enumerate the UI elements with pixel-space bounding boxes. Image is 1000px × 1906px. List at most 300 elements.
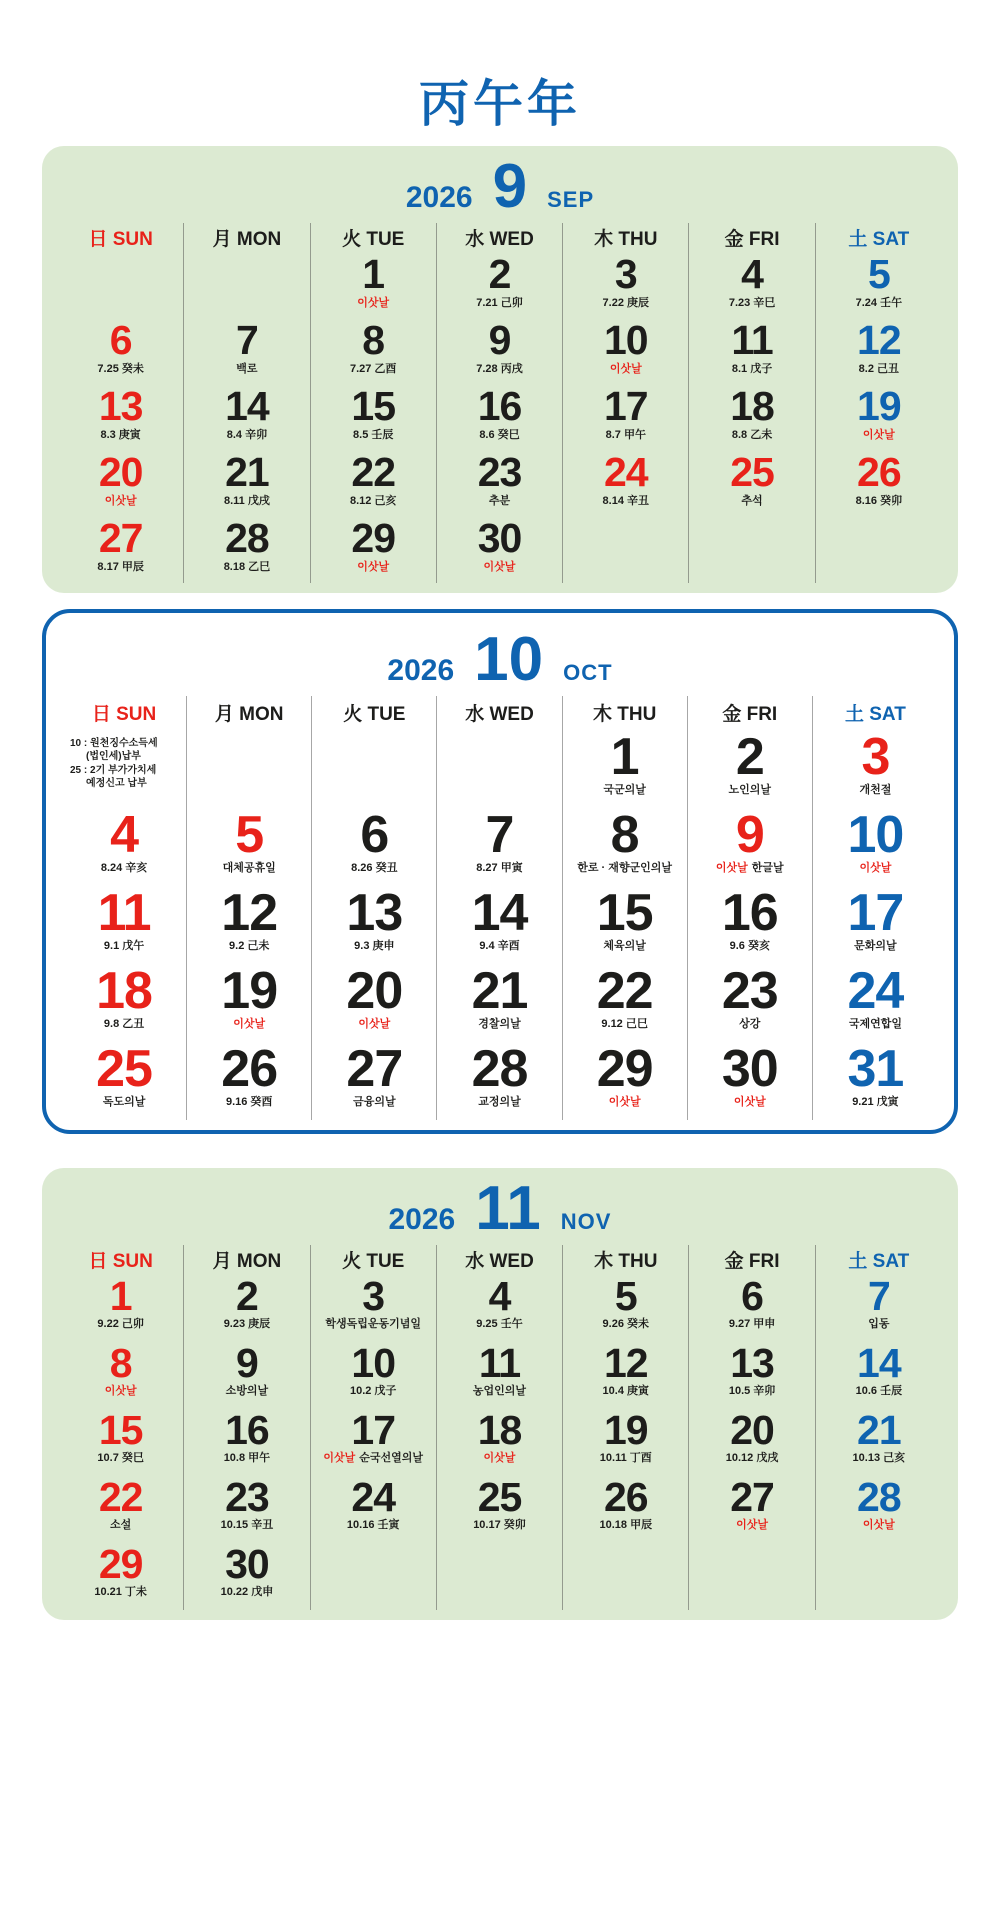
date-cell [689,1272,815,1342]
day-number: 11 [478,1339,521,1386]
day-number: 12 [603,1339,648,1386]
sublabel-segment: 9.1 戊午 [103,939,145,952]
sublabel-segment: 이삿날 [233,1017,266,1030]
day-number: 14 [471,883,528,942]
day-number: 3 [614,250,637,297]
sublabel-segment: 9.12 己巳 [601,1017,648,1030]
date-cell [312,805,437,886]
day-number: 22 [98,1473,143,1520]
day-number: 2 [236,1272,258,1319]
day-sublabel [311,1452,436,1464]
date-cell [58,1406,184,1476]
day-header: 火 TUE [312,696,437,730]
day-number: 5 [614,1272,637,1319]
day-header: 水 WED [437,223,563,253]
date-cell [563,1272,689,1342]
sublabel-segment: 8.7 甲午 [605,428,646,441]
day-number: 2 [735,727,764,786]
sublabel-segment: 독도의날 [102,1095,146,1108]
date-cell [689,382,815,451]
day-number: 22 [596,961,653,1020]
date-cell [563,382,689,451]
date-cell [311,382,437,451]
day-sublabel [563,1318,688,1330]
day-number: 7 [236,316,258,363]
sublabel-segment: 9.23 庚辰 [223,1318,271,1331]
sublabel-segment: 9.4 辛酉 [479,939,520,952]
month-year: 2026 [405,181,473,214]
date-cell [58,514,184,583]
day-number: 9 [735,805,764,864]
date-cell [184,1339,310,1409]
day-number: 24 [847,961,904,1020]
day-sublabel [184,495,309,507]
sublabel-segment: 7.28 丙戌 [476,362,523,375]
sublabel-segment: 상강 [739,1017,761,1030]
date-cell [563,1339,689,1409]
day-sublabel [184,561,309,573]
day-sublabel [816,495,942,507]
day-number: 6 [360,805,389,864]
day-number: 19 [603,1406,648,1453]
sublabel-segment: 8.6 癸巳 [479,428,520,441]
day-number: 18 [730,382,774,429]
day-sublabel [437,429,562,441]
day-sublabel [184,363,309,375]
date-cell [563,1406,689,1476]
day-number: 8 [109,1339,132,1386]
day-sublabel [563,1519,688,1531]
day-header: 木 THU [563,1245,689,1275]
day-sublabel [813,1096,938,1108]
month-year: 2026 [387,653,455,687]
day-number: 16 [477,382,522,429]
day-sublabel [813,784,938,796]
day-number: 28 [225,514,269,561]
day-sublabel [816,363,942,375]
day-sublabel [563,862,687,874]
sublabel-segment: 8.18 乙巳 [223,560,271,573]
note-line: 10 : 원천징수소득세 [70,737,158,749]
day-header: 水 WED [437,1245,563,1275]
day-number: 25 [96,1039,152,1098]
day-header: 土 SAT [844,704,906,726]
empty-cell [58,253,184,319]
month-panel-september [42,146,958,593]
day-sublabel [437,1385,562,1397]
day-sublabel [311,1519,436,1531]
sublabel-segment: 국군의날 [603,783,646,796]
date-cell [563,961,688,1042]
day-number: 6 [109,316,132,363]
day-number: 26 [857,448,901,495]
date-cell [437,316,563,385]
month-number: 10 [474,624,544,694]
day-number: 20 [346,961,403,1020]
sublabel-segment: 8.8 乙未 [731,428,773,441]
date-cell [563,448,689,517]
sublabel-segment: 추분 [488,494,511,507]
day-number: 25 [730,448,774,495]
day-number: 15 [596,883,653,942]
sublabel-segment: 9.21 戊寅 [852,1095,899,1108]
date-cell [563,805,688,886]
sublabel-segment: 소설 [110,1519,132,1532]
sublabel-segment: 교정의날 [478,1095,521,1108]
date-cell [563,883,688,964]
day-sublabel [311,495,436,507]
day-number: 10 [351,1339,395,1386]
sublabel-segment: 10.11 丁酉 [599,1452,652,1465]
day-sublabel [689,1519,814,1531]
day-header: 火 TUE [311,1245,437,1275]
day-number: 27 [346,1039,403,1098]
day-sublabel [563,1385,688,1397]
day-number: 5 [235,805,264,864]
day-sublabel [816,1452,942,1464]
day-sublabel [311,561,436,573]
day-sublabel [816,1519,942,1531]
day-number: 1 [362,250,385,297]
date-cell [311,316,437,385]
day-number: 20 [730,1406,774,1453]
day-header: 金 FRI [689,1245,815,1275]
date-cell [311,1339,437,1409]
day-number: 8 [362,316,385,363]
sublabel-segment: 학생독립운동기념일 [325,1318,422,1331]
day-number: 27 [730,1473,774,1520]
date-cell [437,250,563,319]
day-header: 月 MON [184,223,310,253]
day-sublabel [563,363,688,375]
day-sublabel [813,1018,938,1030]
day-sublabel [816,1318,942,1330]
day-sublabel [437,363,562,375]
sublabel-segment: 이삿날 [862,1519,895,1532]
day-sublabel [689,495,814,507]
sublabel-segment: 10.16 壬寅 [346,1519,400,1532]
sublabel-segment: 9.26 癸未 [602,1318,650,1331]
day-number: 31 [847,1039,904,1098]
day-sublabel [311,297,436,309]
day-sublabel [563,429,688,441]
day-number: 23 [721,961,778,1020]
day-number: 23 [477,448,522,495]
day-header: 月 MON [184,1245,310,1275]
day-number: 28 [857,1473,901,1520]
sublabel-segment: 추석 [741,494,763,507]
day-number: 19 [857,382,901,429]
date-cell [187,1039,312,1120]
date-cell [563,316,689,385]
day-number: 13 [98,382,143,429]
sublabel-segment: 순국선열의날 [359,1452,424,1465]
day-sublabel [312,1096,436,1108]
sublabel-segment: 7.21 己卯 [476,296,523,309]
day-sublabel [437,1519,562,1531]
date-cell [58,316,184,385]
sublabel-segment: 9.6 癸亥 [729,939,770,952]
sublabel-segment: 8.14 辛丑 [602,494,650,507]
date-cell [187,805,312,886]
date-cell [689,250,815,319]
sublabel-segment: 이삿날 [736,1519,768,1532]
month-panel-october [42,609,958,1134]
day-header: 金 FRI [689,223,815,253]
day-number: 24 [351,1473,395,1520]
sublabel-segment: 이삿날 [104,494,137,507]
day-sublabel [58,1452,183,1464]
day-number: 25 [477,1473,522,1520]
date-cell [437,1039,562,1120]
date-cell [58,1339,184,1409]
day-sublabel [563,940,687,952]
date-cell [563,250,689,319]
day-number: 7 [867,1272,890,1319]
sublabel-segment: 8.4 辛卯 [226,428,268,441]
date-cell [816,1473,942,1543]
day-number: 30 [721,1039,778,1098]
date-cell [813,883,938,964]
day-sublabel [437,1018,561,1030]
day-number: 1 [109,1272,132,1319]
date-cell [184,1406,310,1476]
day-number: 29 [351,514,395,561]
sublabel-segment: 이삿날 [483,1452,516,1465]
note-line: (법인세)납부 [86,751,141,763]
day-sublabel [311,1385,436,1397]
empty-cell [184,253,310,319]
day-number: 14 [857,1339,901,1386]
sublabel-segment: 문화의날 [854,939,897,952]
date-cell [62,805,187,886]
day-header: 金 FRI [688,696,813,730]
sublabel-segment: 7.24 壬午 [855,296,903,309]
date-cell [437,1272,563,1342]
tax-note [62,730,187,808]
date-cell [816,316,942,385]
day-number: 10 [847,805,904,864]
sublabel-segment: 이삿날 [323,1452,356,1465]
sublabel-segment: 9.8 乙丑 [103,1017,145,1030]
month-header-november [42,1174,958,1241]
sublabel-segment: 이삿날 [715,861,748,874]
day-sublabel [184,1385,309,1397]
sublabel-segment: 8.12 己亥 [349,494,397,507]
sublabel-segment: 10.13 己亥 [852,1452,906,1465]
date-cell [813,1039,938,1120]
note-line: 예정신고 납부 [86,778,147,790]
day-number: 6 [741,1272,763,1319]
month-header-october [46,625,954,692]
date-cell [816,1272,942,1342]
day-sublabel [437,561,562,573]
day-sublabel [689,1385,814,1397]
date-cell [58,1272,184,1342]
month-panel-november [42,1168,958,1620]
empty-cell [311,1543,437,1610]
date-cell [437,961,562,1042]
day-number: 4 [110,805,139,864]
date-cell [58,1473,184,1543]
month-grid-0 [58,223,942,583]
day-number: 12 [857,316,901,363]
day-number: 11 [731,316,773,363]
page-title: 丙午年 [419,76,581,132]
date-cell [816,250,942,319]
day-number: 13 [730,1339,774,1386]
date-cell [311,1473,437,1543]
date-cell [689,448,815,517]
sublabel-segment: 9.3 庚申 [354,939,395,952]
sublabel-segment: 8.16 癸卯 [855,494,903,507]
sublabel-segment: 10.6 壬辰 [855,1385,903,1398]
date-cell [689,1406,815,1476]
day-number: 7 [485,805,514,864]
sublabel-segment: 이삿날 [483,560,516,573]
sublabel-segment: 8.2 己丑 [858,362,900,375]
day-number: 17 [603,382,648,429]
day-sublabel [437,940,561,952]
day-sublabel [563,297,688,309]
date-cell [689,316,815,385]
date-cell [563,1473,689,1543]
date-cell [816,1406,942,1476]
day-number: 21 [857,1406,901,1453]
day-sublabel [437,862,561,874]
sublabel-segment: 국제연합일 [848,1017,902,1030]
day-sublabel [816,297,942,309]
sublabel-segment: 이삿날 [104,1385,137,1398]
day-header: 土 SAT [848,1251,910,1273]
day-sublabel [58,1385,183,1397]
day-sublabel [58,363,183,375]
day-sublabel [58,429,183,441]
date-cell [312,1039,437,1120]
date-cell [689,1339,815,1409]
day-sublabel [187,940,311,952]
sublabel-segment: 10.21 丁未 [94,1586,147,1599]
sublabel-segment: 개천절 [859,783,892,796]
day-number: 17 [351,1406,395,1453]
sublabel-segment: 체육의날 [603,939,646,952]
date-cell [311,250,437,319]
date-cell [688,805,813,886]
empty-cell [816,517,942,583]
date-cell [62,961,187,1042]
day-header: 木 THU [563,696,688,730]
date-cell [688,727,813,808]
day-sublabel [62,1018,186,1030]
tax-note-text [62,731,186,791]
day-number: 26 [221,1039,278,1098]
day-sublabel [563,1018,687,1030]
empty-cell [563,1543,689,1610]
sublabel-segment: 이삿날 [608,1095,641,1108]
day-sublabel [184,1452,309,1464]
date-cell [311,1272,437,1342]
day-number: 15 [351,382,395,429]
empty-cell [563,517,689,583]
date-cell [311,448,437,517]
day-sublabel [563,495,688,507]
day-sublabel [437,495,562,507]
sublabel-segment: 대체공휴일 [222,861,276,874]
sublabel-segment: 10.15 辛丑 [220,1519,274,1532]
day-number: 4 [488,1272,511,1319]
sublabel-segment: 7.23 辛巳 [728,296,776,309]
sublabel-segment: 이삿날 [609,362,642,375]
empty-cell [187,730,312,808]
sublabel-segment: 8.3 庚寅 [100,428,141,441]
day-header: 日 SUN [62,696,187,730]
day-sublabel [58,561,183,573]
date-cell [437,805,562,886]
day-sublabel [62,862,186,874]
month-grid-1 [62,696,938,1120]
date-cell [184,1540,310,1610]
sublabel-segment: 이삿날 [357,296,390,309]
day-sublabel [187,1018,311,1030]
month-abbr: NOV [560,1208,612,1234]
day-sublabel [184,429,309,441]
day-number: 22 [351,448,395,495]
empty-cell [437,1543,563,1610]
sublabel-segment: 8.1 戊子 [731,362,773,375]
day-number: 5 [867,250,890,297]
day-number: 16 [721,883,778,942]
day-sublabel [813,862,938,874]
sublabel-segment: 소방의날 [225,1385,269,1398]
date-cell [184,1473,310,1543]
note-line: 25 : 2기 부가가치세 [70,764,157,776]
sublabel-segment: 8.5 壬辰 [353,428,394,441]
day-number: 26 [603,1473,648,1520]
day-sublabel [184,1586,309,1598]
day-number: 2 [488,250,511,297]
day-sublabel [312,862,436,874]
day-number: 11 [97,883,151,942]
day-number: 4 [741,250,763,297]
day-number: 8 [610,805,639,864]
date-cell [437,1406,563,1476]
day-sublabel [688,1096,812,1108]
sublabel-segment: 10.5 辛卯 [728,1385,776,1398]
date-cell [689,1473,815,1543]
day-number: 23 [225,1473,269,1520]
day-sublabel [563,784,687,796]
date-cell [437,448,563,517]
date-cell [563,1039,688,1120]
sublabel-segment: 10.18 甲辰 [599,1519,653,1532]
day-header: 土 SAT [848,229,910,251]
sublabel-segment: 9.22 己卯 [97,1318,144,1331]
sublabel-segment: 8.27 甲寅 [476,861,523,874]
day-number: 3 [861,727,890,786]
day-sublabel [184,1318,309,1330]
day-sublabel [688,862,812,874]
day-sublabel [563,1096,687,1108]
sublabel-segment: 금융의날 [353,1095,396,1108]
day-sublabel [816,429,942,441]
date-cell [58,1540,184,1610]
day-sublabel [311,1318,436,1330]
sublabel-segment: 농업인의날 [472,1385,527,1398]
date-cell [437,1339,563,1409]
date-cell [62,1039,187,1120]
date-cell [184,316,310,385]
sublabel-segment: 8.17 甲辰 [97,560,144,573]
